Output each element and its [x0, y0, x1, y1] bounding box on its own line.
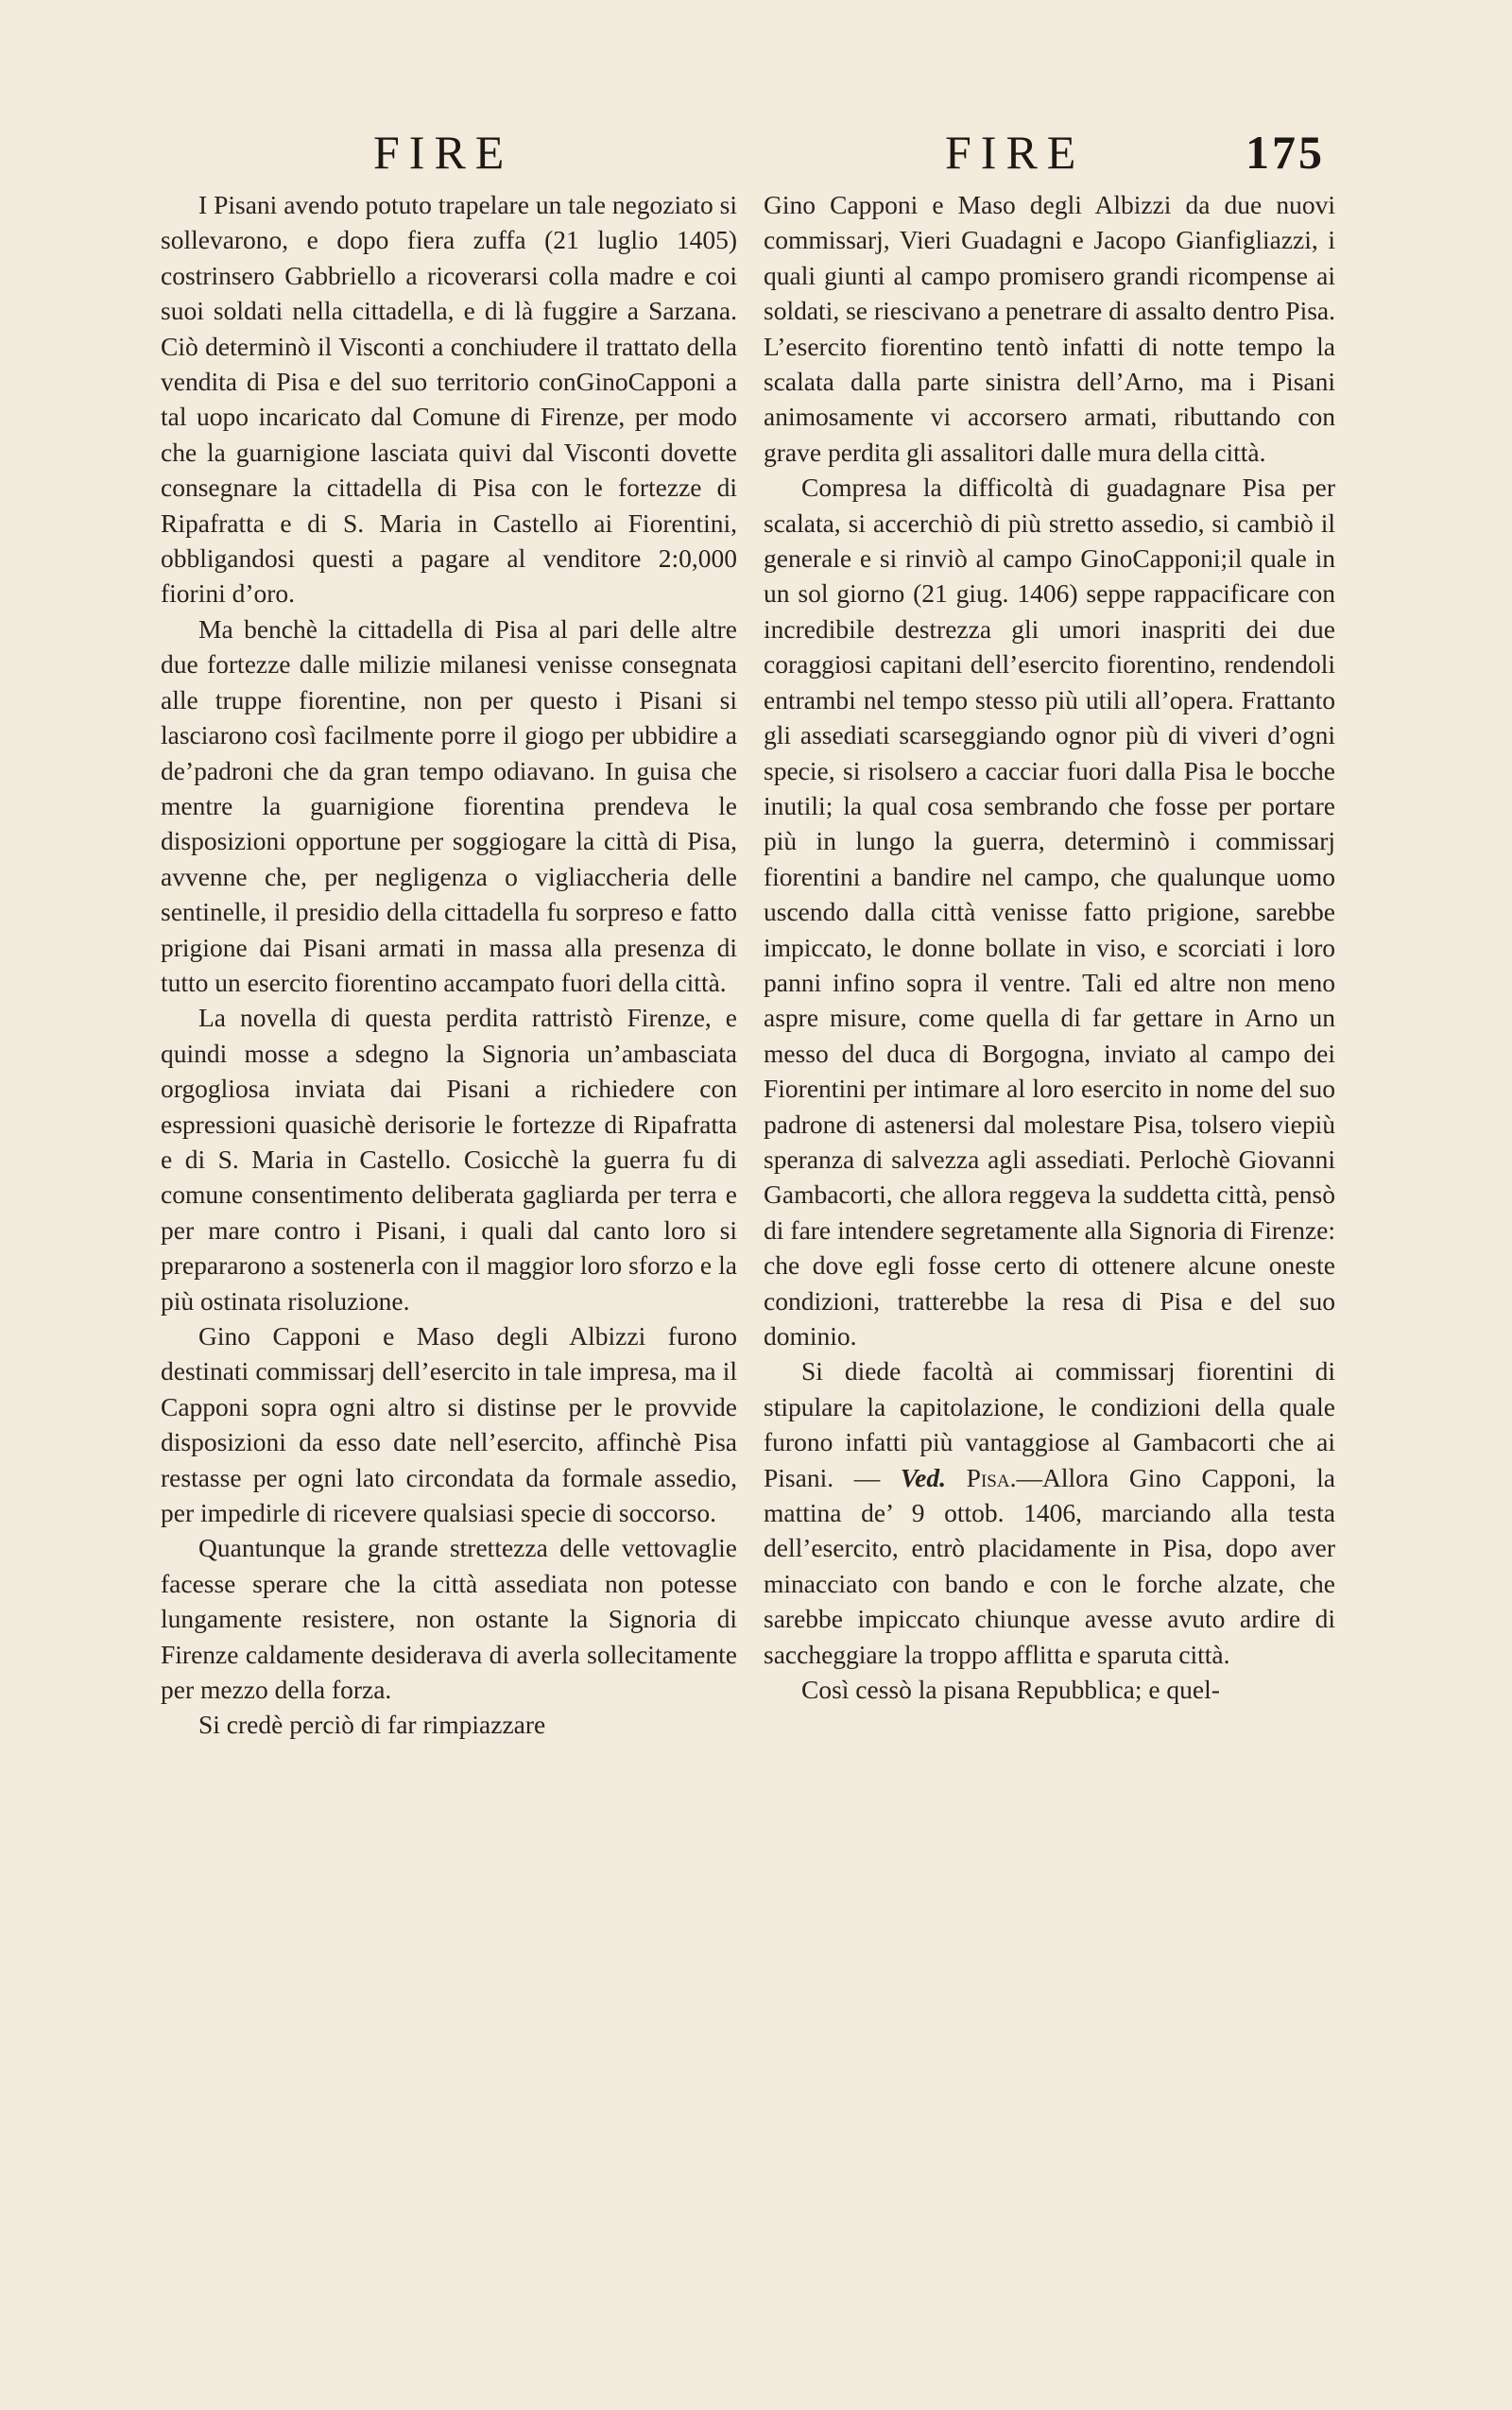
cross-ref-label: Ved. [900, 1462, 947, 1492]
paragraph: I Pisani avendo potuto trapelare un tale negoziato si sollevarono, e dopo fiera zuffa (21 luglio 1405) costrinsero Gabbriello a ricoverarsi colla madre e coi suoi soldati nella cittadella, e di là fuggire a Sarzana. Ciò determinò il Visconti a conchiudere il trattato della vendita di Pisa e del suo territorio conGinoCapponi a tal uopo incaricato dal Comune di Firenze, per modo che la guarnigione lasciata quivi dal Visconti dovette consegnare la cittadella di Pisa con le fortezze di Ripafratta e di S. Maria in Castello ai Fiorentini, obbligandosi questi a pagare al venditore 2:0,000 fiorini d’oro. [161, 190, 737, 609]
left-column [161, 187, 737, 1743]
page-header [0, 125, 1512, 181]
paragraph: Così cessò la pisana Repubblica; e quel- [801, 1675, 1220, 1705]
paragraph: Quantunque la grande strettezza delle vettovaglie facesse sperare che la città assediata non potesse lungamente resistere, non ostante la Signoria di Firenze caldamente desiderava di averla sollecitamente per mezzo della forza. [161, 1533, 737, 1705]
paragraph: Si credè perciò di far rimpiazzare [198, 1710, 546, 1740]
paragraph: Ma benchè la cittadella di Pisa al pari delle altre due fortezze dalle milizie milanesi venisse consegnata alle truppe fiorentine, non per questo i Pisani si lasciarono così facilmente porre il giogo per ubbidire a de’padroni che da gran tempo odiavano. In guisa che mentre la guarnigione fiorentina prendeva le disposizioni opportune per soggiogare la città di Pisa, avvenne che, per negligenza o vigliaccheria delle sentinelle, il presidio della cittadella fu sorpreso e fatto prigione dai Pisani armati in massa alla presenza di tutto un esercito fiorentino accampato fuori della città. [161, 613, 737, 997]
paragraph-text: Si diede facoltà ai commissarj fiorentini di stipulare la capitolazione, le condizioni della quale furono infatti più vantaggiose al Gambacorti che ai Pisani. [764, 1356, 1335, 1492]
paragraph-with-cross-reference [764, 1353, 1335, 1672]
right-column [764, 187, 1335, 1707]
paragraph: La novella di questa perdita rattristò Firenze, e quindi mosse a sdegno la Signoria un’ambasciata orgogliosa inviata dai Pisani a richiedere con espressioni quasichè derisorie le fortezze di Ripafratta e di S. Maria in Castello. Cosicchè la guerra fu di comune consentimento deliberata gagliarda per terra e per mare contro i Pisani, i quali dal canto loro si prepararono a sostenerla con il maggior loro sforzo e la più ostinata risoluzione. [161, 1003, 737, 1316]
page-number: 175 [1246, 126, 1325, 179]
paragraph: Compresa la difficoltà di guadagnare Pisa per scalata, si accerchiò di più stretto assedio, si cambiò il generale e si rinviò al campo GinoCapponi;il quale in un sol giorno (21 giug. 1406) seppe rappacificare con incredibile destrezza gli umori inaspriti dei due coraggiosi capitani dell’esercito fiorentino, rendendoli entrambi nel tempo stesso più utili all’opera. Frattanto gli assediati scarseggiando ognor più di viveri d’ogni specie, si risolsero a cacciar fuori dalla Pisa le bocche inutili; la qual cosa sembrando che fosse per portare più in lungo la guerra, determinò i commissarj fiorentini a bandire nel campo, che qualunque uomo uscendo dalla città venisse fatto prigione, sarebbe impiccato, le donne bollate in viso, e scorciati i loro panni infino sopra il ventre. Tali ed altre non meno aspre misure, come quella di far gettare in Arno un messo del duca di Borgogna, inviato al campo dei Fiorentini per intimare al loro esercito in nome del suo padrone di astenersi dal molestare Pisa, tolsero viepiù speranza di salvezza agli assediati. Perlochè Giovanni Gambacorti, che allora reggeva la suddetta città, pensò di fare intendere segretamente alla Signoria di Firenze: che dove egli fosse certo di ottenere alcune oneste condizioni, tratterebbe la resa di Pisa e del suo dominio. [764, 473, 1335, 1351]
running-head-left: FIRE [373, 126, 514, 179]
paragraph: Gino Capponi e Maso degli Albizzi furono destinati commissarj dell’esercito in tale impresa, ma il Capponi sopra ogni altro si distinse per le provvide disposizioni da esso date nell’esercito, affinchè Pisa restasse per ogni lato circondata da formale assedio, per impedirle di ricevere qualsiasi specie di soccorso. [161, 1321, 737, 1528]
cross-ref-dash: — [853, 1462, 881, 1492]
paragraph-text-continued: Allora Gino Capponi, la mattina de’ 9 ottob. 1406, marciando alla testa dell’esercito, entrò placidamente in Pisa, dopo aver minacciato con bando e con le forche alzate, che sarebbe impiccato chiunque avesse avuto ardire di saccheggiare la troppo afflitta e sparuta città. [764, 1462, 1336, 1669]
running-head-right: FIRE [945, 126, 1086, 179]
paragraph: Gino Capponi e Maso degli Albizzi da due nuovi commissarj, Vieri Guadagni e Jacopo Gianfigliazzi, i quali giunti al campo promisero grandi ricompense ai soldati, se riescivano a penetrare di assalto dentro Pisa. L’esercito fiorentino tentò infatti di notte tempo la scalata dalla parte sinistra dell’Arno, ma i Pisani animosamente vi accorsero armati, ributtando con grave perdita gli assalitori dalle mura della città. [764, 190, 1335, 467]
cross-ref-target: Pisa.— [966, 1462, 1042, 1492]
